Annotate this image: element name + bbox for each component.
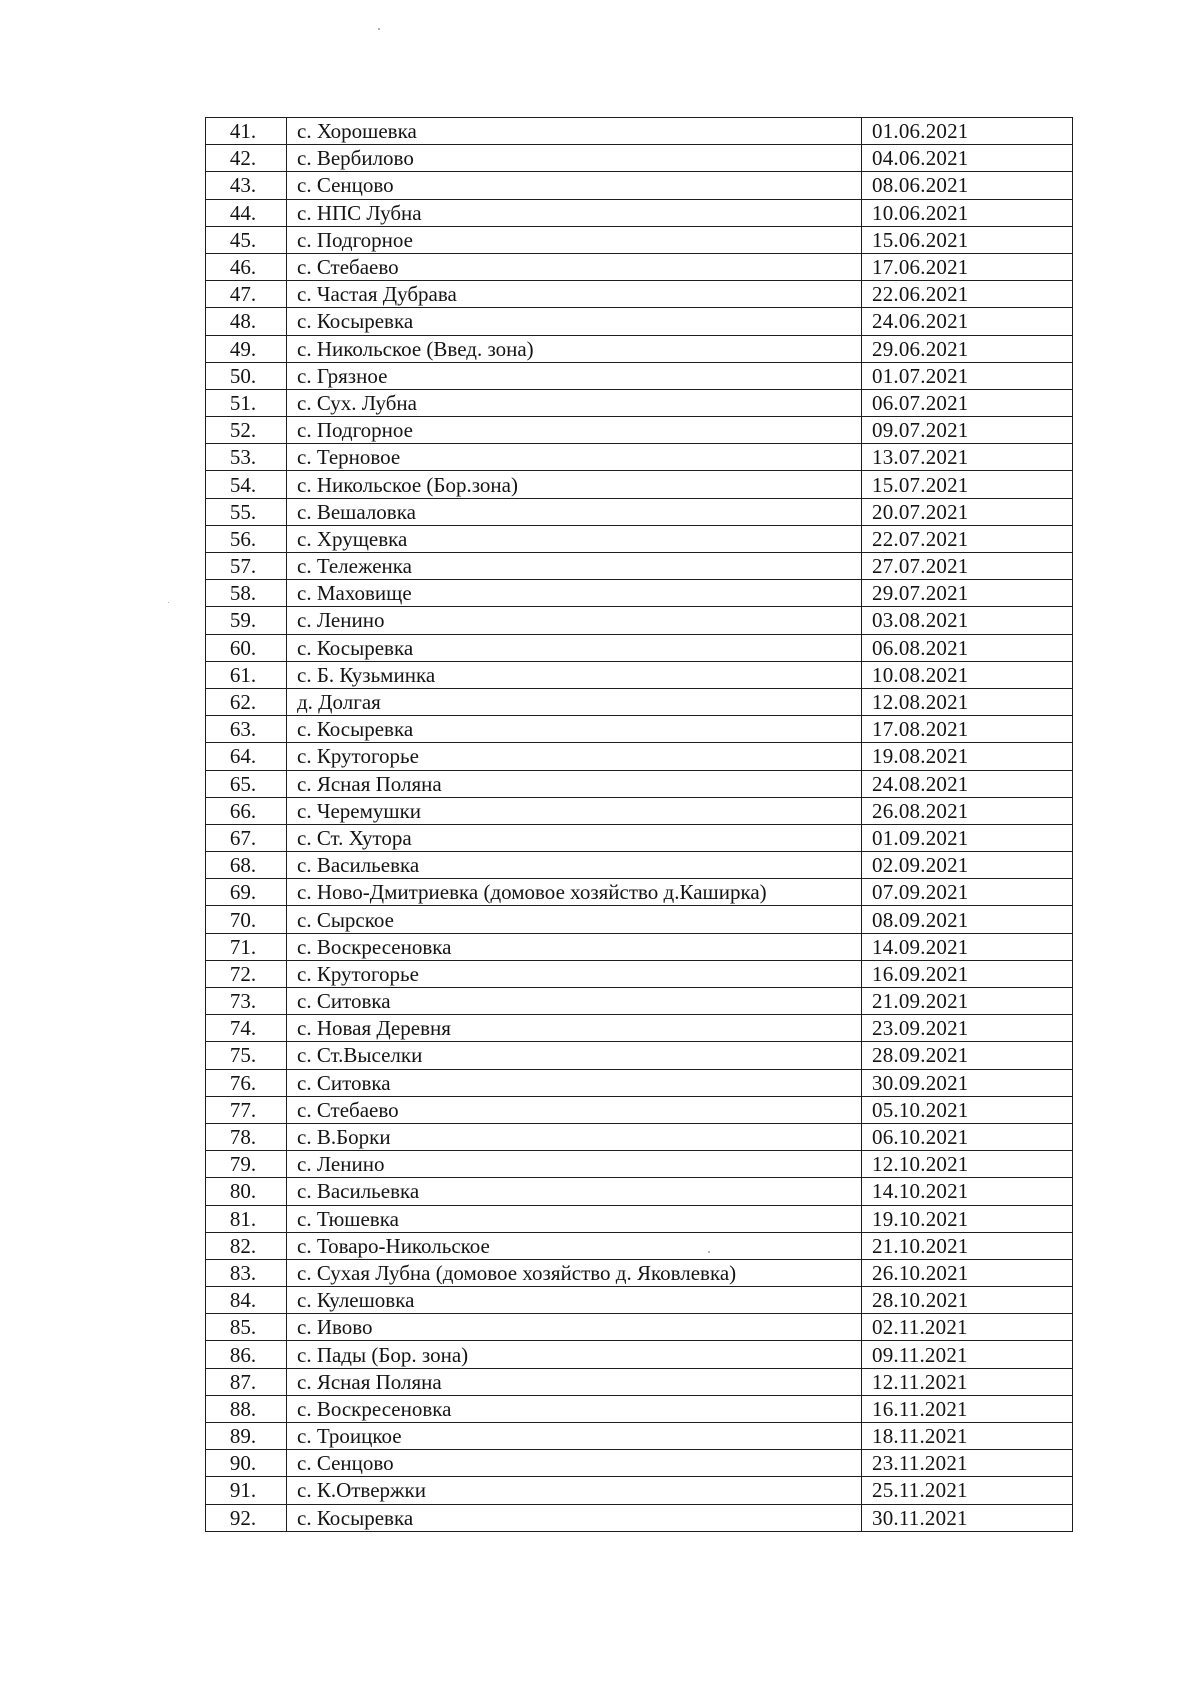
table-row [206, 1341, 1073, 1368]
table-row [206, 1178, 1073, 1205]
row-number: 41. [206, 118, 287, 145]
place-name: с. Хорошевка [287, 118, 862, 145]
visit-date: 01.07.2021 [862, 362, 1073, 389]
place-name: с. Крутогорье [287, 960, 862, 987]
place-name: с. Товаро-Никольское [287, 1232, 862, 1259]
visit-date: 28.09.2021 [862, 1042, 1073, 1069]
visit-date: 18.11.2021 [862, 1423, 1073, 1450]
table-row [206, 1151, 1073, 1178]
table-row [206, 1259, 1073, 1286]
table-row [206, 417, 1073, 444]
visit-date: 02.09.2021 [862, 852, 1073, 879]
visit-date: 23.11.2021 [862, 1450, 1073, 1477]
table-row [206, 444, 1073, 471]
row-number: 50. [206, 362, 287, 389]
place-name: с. Косыревка [287, 716, 862, 743]
place-name: с. НПС Лубна [287, 199, 862, 226]
place-name: с. Воскресеновка [287, 933, 862, 960]
row-number: 61. [206, 661, 287, 688]
place-name: с. Косыревка [287, 634, 862, 661]
place-name: с. Маховище [287, 580, 862, 607]
place-name: с. Частая Дубрава [287, 281, 862, 308]
place-name: с. Воскресеновка [287, 1395, 862, 1422]
table-row [206, 852, 1073, 879]
row-number: 43. [206, 172, 287, 199]
table-row [206, 308, 1073, 335]
table-row [206, 797, 1073, 824]
schedule-table-body [206, 118, 1073, 1532]
row-number: 56. [206, 525, 287, 552]
visit-date: 24.06.2021 [862, 308, 1073, 335]
place-name: с. Тюшевка [287, 1205, 862, 1232]
place-name: с. Новая Деревня [287, 1015, 862, 1042]
table-row [206, 716, 1073, 743]
place-name: с. Ново-Дмитриевка (домовое хозяйство д.Каширка) [287, 879, 862, 906]
row-number: 63. [206, 716, 287, 743]
visit-date: 26.10.2021 [862, 1259, 1073, 1286]
place-name: с. Черемушки [287, 797, 862, 824]
table-row [206, 634, 1073, 661]
place-name: с. Сенцово [287, 172, 862, 199]
visit-date: 08.09.2021 [862, 906, 1073, 933]
place-name: с. Ленино [287, 1151, 862, 1178]
table-row [206, 1314, 1073, 1341]
visit-date: 02.11.2021 [862, 1314, 1073, 1341]
place-name: с. Ивово [287, 1314, 862, 1341]
place-name: с. Хрущевка [287, 525, 862, 552]
schedule-table [205, 117, 1073, 1532]
place-name: с. Сухая Лубна (домовое хозяйство д. Яковлевка) [287, 1259, 862, 1286]
table-row [206, 199, 1073, 226]
table-row [206, 281, 1073, 308]
row-number: 55. [206, 498, 287, 525]
table-row [206, 1069, 1073, 1096]
table-row [206, 1015, 1073, 1042]
visit-date: 03.08.2021 [862, 607, 1073, 634]
table-row [206, 335, 1073, 362]
row-number: 54. [206, 471, 287, 498]
visit-date: 17.08.2021 [862, 716, 1073, 743]
row-number: 86. [206, 1341, 287, 1368]
place-name: с. Подгорное [287, 417, 862, 444]
row-number: 53. [206, 444, 287, 471]
scan-speck [168, 602, 169, 603]
place-name: с. К.Отвержки [287, 1477, 862, 1504]
visit-date: 06.07.2021 [862, 389, 1073, 416]
row-number: 45. [206, 226, 287, 253]
row-number: 69. [206, 879, 287, 906]
place-name: с. Стебаево [287, 253, 862, 280]
table-row [206, 1423, 1073, 1450]
place-name: с. Крутогорье [287, 743, 862, 770]
row-number: 48. [206, 308, 287, 335]
visit-date: 29.07.2021 [862, 580, 1073, 607]
table-row [206, 253, 1073, 280]
table-row [206, 933, 1073, 960]
table-row [206, 879, 1073, 906]
place-name: с. Вербилово [287, 145, 862, 172]
table-row [206, 1123, 1073, 1150]
place-name: с. Сух. Лубна [287, 389, 862, 416]
table-row [206, 1232, 1073, 1259]
place-name: с. Ситовка [287, 988, 862, 1015]
row-number: 51. [206, 389, 287, 416]
place-name: с. Ст. Хутора [287, 824, 862, 851]
row-number: 89. [206, 1423, 287, 1450]
visit-date: 13.07.2021 [862, 444, 1073, 471]
table-row [206, 226, 1073, 253]
visit-date: 12.10.2021 [862, 1151, 1073, 1178]
table-row [206, 661, 1073, 688]
visit-date: 21.09.2021 [862, 988, 1073, 1015]
visit-date: 10.08.2021 [862, 661, 1073, 688]
place-name: с. Косыревка [287, 1504, 862, 1531]
row-number: 49. [206, 335, 287, 362]
place-name: с. Никольское (Введ. зона) [287, 335, 862, 362]
row-number: 90. [206, 1450, 287, 1477]
visit-date: 30.09.2021 [862, 1069, 1073, 1096]
place-name: с. Троицкое [287, 1423, 862, 1450]
visit-date: 04.06.2021 [862, 145, 1073, 172]
scan-speck [378, 28, 380, 30]
table-row [206, 471, 1073, 498]
place-name: с. Сырское [287, 906, 862, 933]
place-name: с. Ленино [287, 607, 862, 634]
visit-date: 15.07.2021 [862, 471, 1073, 498]
row-number: 76. [206, 1069, 287, 1096]
table-row [206, 1395, 1073, 1422]
visit-date: 29.06.2021 [862, 335, 1073, 362]
table-row [206, 1205, 1073, 1232]
visit-date: 19.08.2021 [862, 743, 1073, 770]
place-name: с. Ст.Выселки [287, 1042, 862, 1069]
table-row [206, 553, 1073, 580]
table-row [206, 1042, 1073, 1069]
row-number: 72. [206, 960, 287, 987]
row-number: 84. [206, 1287, 287, 1314]
visit-date: 21.10.2021 [862, 1232, 1073, 1259]
row-number: 73. [206, 988, 287, 1015]
place-name: с. Васильевка [287, 1178, 862, 1205]
visit-date: 16.11.2021 [862, 1395, 1073, 1422]
visit-date: 30.11.2021 [862, 1504, 1073, 1531]
row-number: 66. [206, 797, 287, 824]
visit-date: 01.06.2021 [862, 118, 1073, 145]
row-number: 88. [206, 1395, 287, 1422]
table-row [206, 580, 1073, 607]
place-name: с. Тележенка [287, 553, 862, 580]
table-row [206, 145, 1073, 172]
place-name: с. В.Борки [287, 1123, 862, 1150]
visit-date: 15.06.2021 [862, 226, 1073, 253]
place-name: с. Подгорное [287, 226, 862, 253]
row-number: 85. [206, 1314, 287, 1341]
place-name: с. Васильевка [287, 852, 862, 879]
table-row [206, 1504, 1073, 1531]
visit-date: 23.09.2021 [862, 1015, 1073, 1042]
place-name: с. Б. Кузьминка [287, 661, 862, 688]
visit-date: 05.10.2021 [862, 1096, 1073, 1123]
visit-date: 27.07.2021 [862, 553, 1073, 580]
place-name: с. Грязное [287, 362, 862, 389]
place-name: д. Долгая [287, 688, 862, 715]
row-number: 71. [206, 933, 287, 960]
row-number: 82. [206, 1232, 287, 1259]
row-number: 75. [206, 1042, 287, 1069]
row-number: 91. [206, 1477, 287, 1504]
row-number: 83. [206, 1259, 287, 1286]
row-number: 52. [206, 417, 287, 444]
row-number: 57. [206, 553, 287, 580]
row-number: 60. [206, 634, 287, 661]
visit-date: 22.06.2021 [862, 281, 1073, 308]
row-number: 64. [206, 743, 287, 770]
table-row [206, 824, 1073, 851]
row-number: 92. [206, 1504, 287, 1531]
visit-date: 22.07.2021 [862, 525, 1073, 552]
visit-date: 06.08.2021 [862, 634, 1073, 661]
visit-date: 24.08.2021 [862, 770, 1073, 797]
visit-date: 26.08.2021 [862, 797, 1073, 824]
place-name: с. Ситовка [287, 1069, 862, 1096]
visit-date: 16.09.2021 [862, 960, 1073, 987]
row-number: 42. [206, 145, 287, 172]
place-name: с. Кулешовка [287, 1287, 862, 1314]
table-row [206, 118, 1073, 145]
row-number: 44. [206, 199, 287, 226]
row-number: 68. [206, 852, 287, 879]
table-row [206, 1368, 1073, 1395]
row-number: 80. [206, 1178, 287, 1205]
place-name: с. Никольское (Бор.зона) [287, 471, 862, 498]
visit-date: 19.10.2021 [862, 1205, 1073, 1232]
row-number: 46. [206, 253, 287, 280]
table-row [206, 960, 1073, 987]
place-name: с. Сенцово [287, 1450, 862, 1477]
visit-date: 09.11.2021 [862, 1341, 1073, 1368]
row-number: 65. [206, 770, 287, 797]
visit-date: 08.06.2021 [862, 172, 1073, 199]
place-name: с. Ясная Поляна [287, 770, 862, 797]
row-number: 47. [206, 281, 287, 308]
table-row [206, 906, 1073, 933]
table-row [206, 498, 1073, 525]
row-number: 81. [206, 1205, 287, 1232]
place-name: с. Косыревка [287, 308, 862, 335]
row-number: 77. [206, 1096, 287, 1123]
place-name: с. Стебаево [287, 1096, 862, 1123]
table-row [206, 607, 1073, 634]
scan-speck [708, 1251, 710, 1253]
place-name: с. Пады (Бор. зона) [287, 1341, 862, 1368]
visit-date: 10.06.2021 [862, 199, 1073, 226]
place-name: с. Терновое [287, 444, 862, 471]
visit-date: 12.08.2021 [862, 688, 1073, 715]
row-number: 78. [206, 1123, 287, 1150]
visit-date: 25.11.2021 [862, 1477, 1073, 1504]
visit-date: 14.09.2021 [862, 933, 1073, 960]
table-row [206, 389, 1073, 416]
visit-date: 09.07.2021 [862, 417, 1073, 444]
row-number: 58. [206, 580, 287, 607]
visit-date: 17.06.2021 [862, 253, 1073, 280]
row-number: 87. [206, 1368, 287, 1395]
place-name: с. Ясная Поляна [287, 1368, 862, 1395]
row-number: 62. [206, 688, 287, 715]
table-row [206, 362, 1073, 389]
table-row [206, 988, 1073, 1015]
visit-date: 12.11.2021 [862, 1368, 1073, 1395]
row-number: 74. [206, 1015, 287, 1042]
table-row [206, 743, 1073, 770]
row-number: 59. [206, 607, 287, 634]
visit-date: 28.10.2021 [862, 1287, 1073, 1314]
visit-date: 20.07.2021 [862, 498, 1073, 525]
visit-date: 14.10.2021 [862, 1178, 1073, 1205]
table-row [206, 688, 1073, 715]
visit-date: 06.10.2021 [862, 1123, 1073, 1150]
table-row [206, 770, 1073, 797]
visit-date: 07.09.2021 [862, 879, 1073, 906]
table-row [206, 1477, 1073, 1504]
table-row [206, 525, 1073, 552]
table-row [206, 1096, 1073, 1123]
row-number: 67. [206, 824, 287, 851]
place-name: с. Вешаловка [287, 498, 862, 525]
visit-date: 01.09.2021 [862, 824, 1073, 851]
table-row [206, 1287, 1073, 1314]
table-row [206, 1450, 1073, 1477]
table-row [206, 172, 1073, 199]
row-number: 70. [206, 906, 287, 933]
row-number: 79. [206, 1151, 287, 1178]
